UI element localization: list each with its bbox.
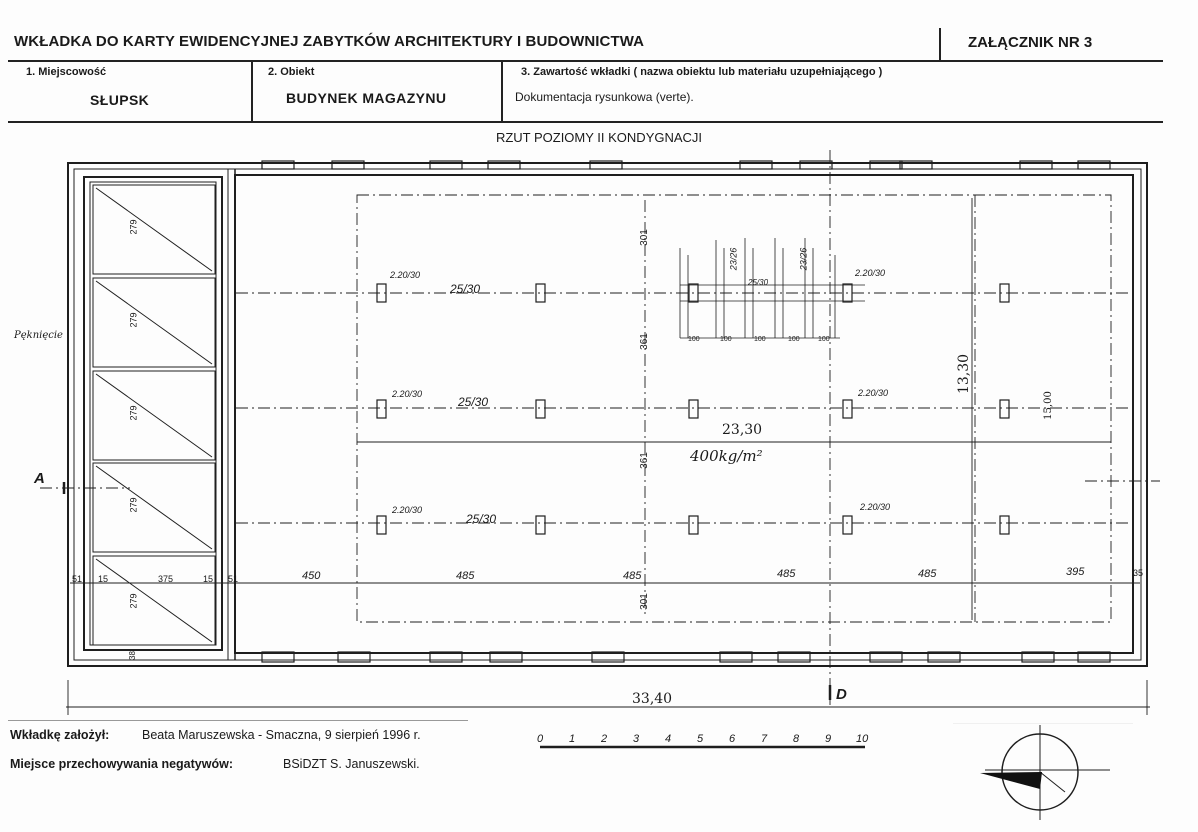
section-marker-d: D <box>836 686 847 703</box>
inner-length-dim: 23,30 <box>722 422 763 438</box>
side-dim: 51 <box>228 574 239 584</box>
section-marker-a: A <box>34 470 45 487</box>
column-label: 2.20/30 <box>858 388 889 398</box>
negatives-value: BSiDZT S. Januszewski. <box>283 757 420 771</box>
divider <box>8 720 468 721</box>
content-label: 3. Zawartość wkładki ( nazwa obiektu lub materiału uzupełniającego ) <box>521 66 883 78</box>
scale-tick: 10 <box>856 733 869 745</box>
scale-tick: 9 <box>825 733 832 745</box>
scale-tick: 8 <box>793 733 800 745</box>
joist-spacing: 100 <box>720 336 732 343</box>
founder-label: Wkładkę założył: <box>10 728 110 742</box>
hall-wall <box>235 175 1133 653</box>
bay-height-dim: 279 <box>128 219 139 235</box>
column-label: 2.20/30 <box>392 505 423 515</box>
scale-tick: 3 <box>633 733 640 745</box>
north-arrow <box>980 772 1042 789</box>
vertical-dim: 301 <box>638 593 650 610</box>
vertical-dim: 301 <box>638 229 650 246</box>
joist-spacing: 100 <box>754 336 766 343</box>
negatives-label: Miejsce przechowywania negatywów: <box>10 757 233 771</box>
scale-tick: 1 <box>569 733 576 745</box>
drawing-title: RZUT POZIOMY II KONDYGNACJI <box>495 130 703 145</box>
side-dim: 51 <box>72 574 83 584</box>
founder-value: Beata Maruszewska - Smaczna, 9 sierpień 1996 r. <box>142 728 421 742</box>
locality-value: SŁUPSK <box>90 92 150 108</box>
joist-label: 25/30 <box>748 278 769 287</box>
bay-height-dim: 279 <box>128 405 139 421</box>
bay-height-dim: 279 <box>128 497 139 513</box>
side-dim: 375 <box>158 574 174 584</box>
joist-spacing: 100 <box>688 336 700 343</box>
span-dim: 485 <box>623 570 642 582</box>
joist-label: 23/26 <box>798 247 809 271</box>
bay-height-dim: 279 <box>128 593 139 609</box>
annex-label: ZAŁĄCZNIK NR 3 <box>968 34 1093 51</box>
scale-tick: 4 <box>665 733 672 745</box>
joist-spacing: 100 <box>818 336 830 343</box>
column-label: 2.20/30 <box>855 268 886 278</box>
span-dim: 485 <box>777 568 796 580</box>
column-label: 2.20/30 <box>390 270 421 280</box>
right-dim: 35 <box>1133 568 1144 578</box>
inner-width-dim: 13,30 <box>956 353 973 395</box>
scale-tick: 5 <box>697 733 704 745</box>
object-label: 2. Obiekt <box>268 66 315 78</box>
locality-label: 1. Miejscowość <box>26 66 107 78</box>
beam-label: 25/30 <box>450 282 481 296</box>
side-dim: 15 <box>203 574 214 584</box>
scale-tick: 0 <box>537 733 544 745</box>
span-dim: 395 <box>1066 566 1085 578</box>
column-label: 2.20/30 <box>860 502 891 512</box>
vertical-dim: 361 <box>638 333 650 350</box>
beam-label: 25/30 <box>466 512 497 526</box>
span-dim: 485 <box>456 570 475 582</box>
bay-height-dim: 279 <box>128 312 139 328</box>
content-value: Dokumentacja rysunkowa (verte). <box>515 90 694 104</box>
depth-dim: 15,00 <box>1042 391 1054 420</box>
form-title: WKŁADKA DO KARTY EWIDENCYJNEJ ZABYTKÓW ARCHITEKTURY I BUDOWNICTWA <box>14 33 645 50</box>
column-label: 2.20/30 <box>392 389 423 399</box>
outer-wall <box>68 163 1147 666</box>
crack-note: Pęknięcie <box>14 330 63 341</box>
joist-spacing: 100 <box>788 336 800 343</box>
span-dim: 485 <box>918 568 937 580</box>
total-length-dim: 33,40 <box>632 691 673 707</box>
span-dim: 450 <box>302 570 321 582</box>
scale-tick: 6 <box>729 733 736 745</box>
vertical-dim: 361 <box>638 452 650 469</box>
joist-label: 23/26 <box>728 247 739 271</box>
beam-label: 25/30 <box>458 395 489 409</box>
load-note: 400kg/m² <box>690 447 763 465</box>
side-dim: 15 <box>98 574 109 584</box>
scale-tick: 2 <box>601 733 608 745</box>
scale-tick: 7 <box>761 733 768 745</box>
object-value: BUDYNEK MAGAZYNU <box>286 90 447 106</box>
wall-dim: 38 <box>127 651 137 660</box>
